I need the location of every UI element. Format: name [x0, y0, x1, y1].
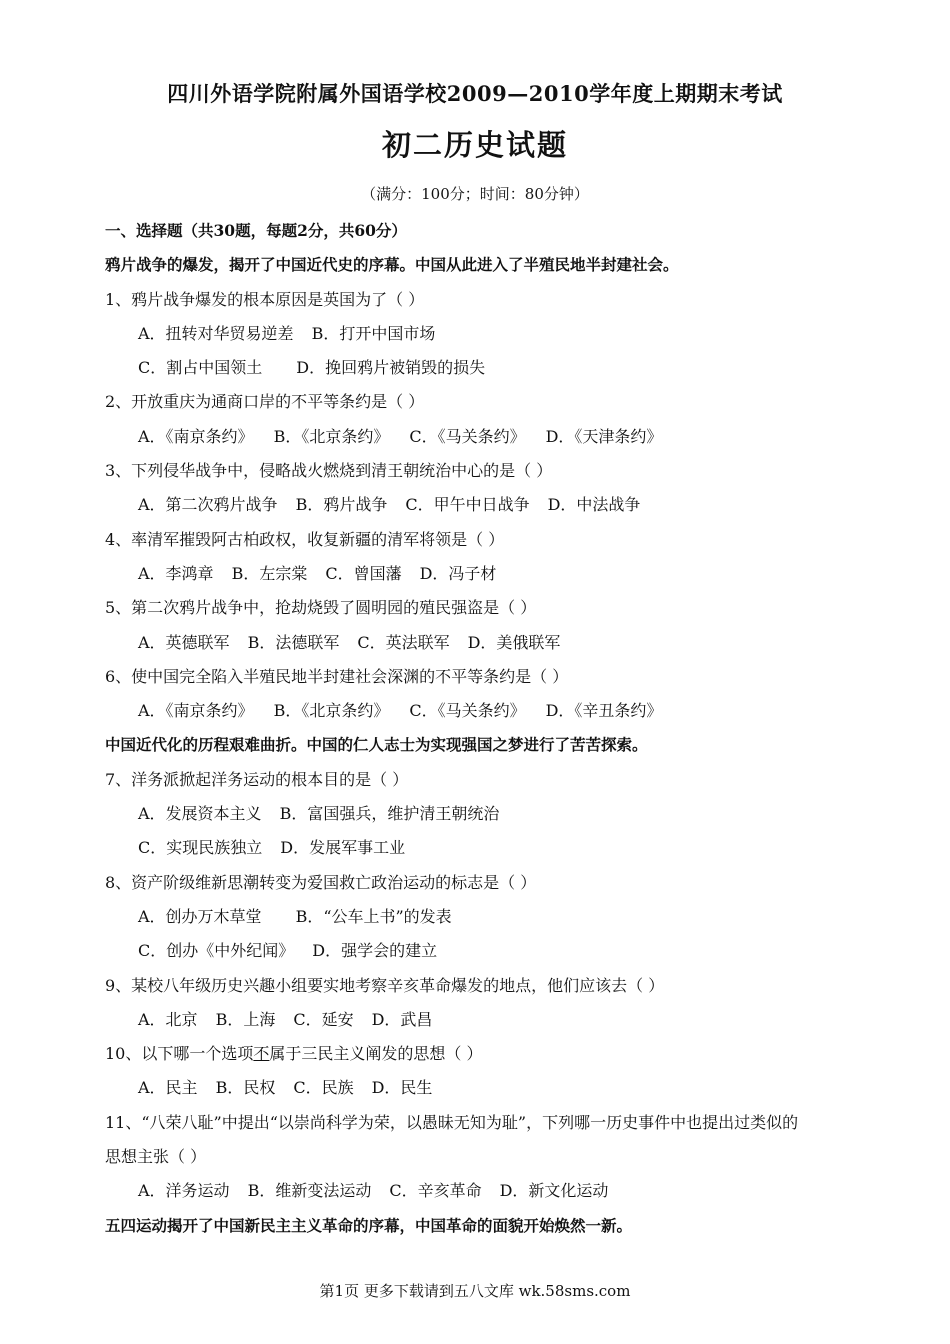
option-c: C．民族 [293, 1078, 354, 1098]
option-b: B．民权 [215, 1078, 276, 1098]
option-c: C．辛亥革命 [389, 1181, 482, 1201]
question-options [105, 351, 875, 385]
question-stem: 5、第二次鸦片战争中，抢劫烧毁了圆明园的殖民强盗是（ ） [105, 598, 537, 618]
question-options [105, 420, 875, 454]
question-stem: 9、某校八年级历史兴趣小组要实地考察辛亥革命爆发的地点，他们应该去（ ） [105, 975, 665, 995]
option-c: C．创办《中外纪闻》 [138, 941, 295, 961]
question-options [105, 626, 875, 660]
question-stem-start: 10、以下哪一个选项 [105, 1044, 254, 1064]
option-a: A．《南京条约》 [138, 701, 254, 721]
question-stem: 6、使中国完全陷入半殖民地半封建社会深渊的不平等条约是（ ） [105, 666, 569, 686]
option-b: B．打开中国市场 [311, 323, 436, 343]
option-d: D．《天津条约》 [545, 426, 663, 446]
question-options [105, 934, 875, 968]
question-options [105, 557, 875, 591]
option-c: C．割占中国领土 [138, 358, 263, 378]
option-c: C．延安 [293, 1009, 354, 1029]
option-d: D．挽回鸦片被销毁的损失 [296, 358, 486, 378]
option-b: B．法德联军 [247, 632, 340, 652]
option-a: A．发展资本主义 [138, 804, 262, 824]
option-c: C．甲午中日战争 [405, 495, 530, 515]
option-c: C．《马关条约》 [409, 701, 526, 721]
option-a: A．扭转对华贸易逆差 [138, 323, 294, 343]
option-d: D．冯子材 [419, 563, 497, 583]
option-a: A．民主 [138, 1078, 198, 1098]
option-b: B．上海 [215, 1009, 276, 1029]
option-c: C．实现民族独立 [138, 838, 263, 858]
intro-text: 鸦片战争的爆发，揭开了中国近代史的序幕。中国从此进入了半殖民地半封建社会。 [105, 255, 679, 275]
underlined-keyword: 不 [253, 1044, 270, 1064]
intro-text: 中国近代化的历程艰难曲折。中国的仁人志士为实现强国之梦进行了苦苦探索。 [105, 735, 648, 755]
question-stem: 3、下列侵华战争中，侵略战火燃烧到清王朝统治中心的是（ ） [105, 461, 553, 481]
option-d: D．强学会的建立 [312, 941, 438, 961]
option-b: B．鸦片战争 [295, 495, 388, 515]
intro-text: 五四运动揭开了中国新民主主义革命的序幕，中国革命的面貌开始焕然一新。 [105, 1215, 633, 1235]
question-options [105, 488, 875, 522]
option-d: D．美俄联军 [467, 632, 561, 652]
question-stem: 11、“八荣八耻”中提出“以崇尚科学为荣，以愚昧无知为耻”，下列哪一历史事件中也提出过类似的 [105, 1112, 799, 1132]
question-options [105, 694, 875, 728]
option-b: B．左宗棠 [231, 563, 308, 583]
option-b: B．富国强兵，维护清王朝统治 [279, 804, 500, 824]
question-stem: 1、鸦片战争爆发的根本原因是英国为了（ ） [105, 289, 425, 309]
page-title: 初二历史试题 [381, 128, 568, 162]
question-stem [105, 1037, 875, 1071]
question-stem: 2、开放重庆为通商口岸的不平等条约是（ ） [105, 392, 425, 412]
question-options [105, 831, 875, 865]
question-options [105, 317, 875, 351]
question-options [105, 1174, 875, 1208]
school-title: 四川外语学院附属外国语学校2009—2010学年度上期期末考试 [167, 81, 783, 106]
option-a: A．创办万木草堂 [138, 906, 262, 926]
option-b: B．《北京条约》 [273, 426, 390, 446]
page-footer: 第1页 更多下载请到五八文库 wk.58sms.com [319, 1282, 631, 1300]
option-c: C．曾国藩 [325, 563, 402, 583]
option-b: B．维新变法运动 [247, 1181, 372, 1201]
option-c: C．英法联军 [357, 632, 450, 652]
option-b: B．《北京条约》 [273, 701, 390, 721]
option-a: A．北京 [138, 1009, 198, 1029]
question-stem: 4、率清军摧毁阿古柏政权，收复新疆的清军将领是（ ） [105, 529, 505, 549]
question-stem-end: 属于三民主义阐发的思想（ ） [269, 1044, 483, 1064]
option-d: D．武昌 [371, 1009, 433, 1029]
option-c: C．《马关条约》 [409, 426, 526, 446]
option-d: D．《辛丑条约》 [545, 701, 663, 721]
option-a: A．《南京条约》 [138, 426, 254, 446]
question-options [105, 1071, 875, 1105]
question-options [105, 1003, 875, 1037]
option-a: A．英德联军 [138, 632, 230, 652]
option-a: A．洋务运动 [138, 1181, 230, 1201]
option-a: A．李鸿章 [138, 563, 214, 583]
question-stem: 7、洋务派掀起洋务运动的根本目的是（ ） [105, 769, 409, 789]
option-a: A．第二次鸦片战争 [138, 495, 278, 515]
option-d: D．新文化运动 [499, 1181, 609, 1201]
question-options [105, 900, 875, 934]
section-heading: 一、选择题（共30题，每题2分，共60分） [105, 221, 407, 240]
option-d: D．中法战争 [547, 495, 641, 515]
option-d: D．发展军事工业 [280, 838, 406, 858]
question-stem: 8、资产阶级维新思潮转变为爱国救亡政治运动的标志是（ ） [105, 872, 537, 892]
option-d: D．民生 [371, 1078, 433, 1098]
question-options [105, 797, 875, 831]
question-stem-continued: 思想主张（ ） [105, 1147, 207, 1167]
exam-content [105, 214, 875, 1243]
option-b: B．“公车上书”的发表 [295, 906, 452, 926]
exam-meta: （满分：100分；时间：80分钟） [361, 185, 589, 203]
